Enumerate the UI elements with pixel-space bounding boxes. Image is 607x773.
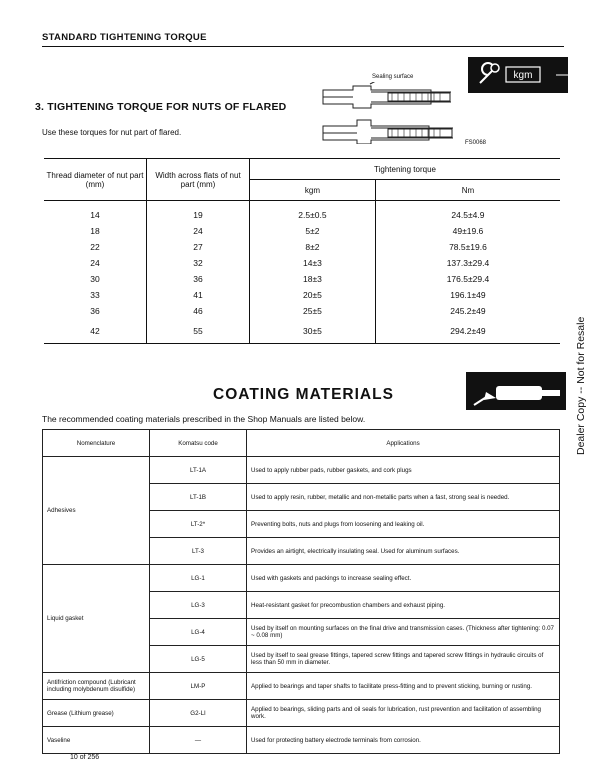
coating-nomenclature: Adhesives bbox=[43, 457, 150, 565]
torque-cell-nm: 78.5±19.6 bbox=[449, 242, 487, 252]
side-watermark-text: Dealer Copy -- Not for Resale bbox=[575, 316, 587, 455]
torque-table bbox=[44, 158, 560, 344]
coating-row bbox=[43, 457, 560, 484]
page-number: 10 of 256 bbox=[70, 754, 100, 761]
coating-code: LT-2* bbox=[150, 511, 247, 538]
coating-code: LT-1B bbox=[150, 484, 247, 511]
torque-row bbox=[44, 287, 560, 303]
torque-row bbox=[44, 239, 560, 255]
torque-table-body bbox=[44, 201, 560, 344]
torque-cell-width: 55 bbox=[147, 319, 250, 344]
coating-row bbox=[43, 727, 560, 754]
torque-cell-nm: 176.5±29.4 bbox=[446, 274, 490, 284]
coating-row bbox=[43, 565, 560, 592]
badge-unit-text: kgm bbox=[513, 70, 533, 81]
torque-cell-kgm: 30±5 bbox=[250, 319, 376, 344]
torque-cell-thread: 14 bbox=[44, 201, 147, 224]
torque-cell-kgm: 5±2 bbox=[250, 223, 376, 239]
torque-cell-thread: 33 bbox=[44, 287, 147, 303]
torque-cell-width: 27 bbox=[147, 239, 250, 255]
torque-cell-thread: 18 bbox=[44, 223, 147, 239]
header-rule bbox=[42, 46, 564, 47]
coating-code: LG-1 bbox=[150, 565, 247, 592]
torque-cell-nm: 24.5±4.9 bbox=[451, 210, 485, 220]
coating-table-body bbox=[43, 457, 560, 754]
coating-application: Used to apply resin, rubber, metallic and non-metallic parts when a fast, strong seal is needed. bbox=[247, 484, 560, 511]
coating-heading: COATING MATERIALS bbox=[213, 386, 394, 403]
torque-cell-kgm: 18±3 bbox=[250, 271, 376, 287]
coating-code: G2-LI bbox=[150, 700, 247, 727]
torque-cell-width: 32 bbox=[147, 255, 250, 271]
header-thread: Thread diameter of nut part (mm) bbox=[44, 159, 147, 201]
coating-table bbox=[42, 429, 560, 754]
coating-application: Applied to bearings and taper shafts to facilitate press-fitting and to prevent sticking, burning or rusting. bbox=[247, 673, 560, 700]
torque-cell-thread: 22 bbox=[44, 239, 147, 255]
coating-code: LT-3 bbox=[150, 538, 247, 565]
coating-code: LM-P bbox=[150, 673, 247, 700]
torque-cell-nm: 137.3±29.4 bbox=[446, 258, 490, 268]
figure-code: FS0068 bbox=[465, 140, 487, 146]
section-intro: Use these torques for nut part of flared. bbox=[42, 128, 182, 137]
coating-application: Applied to bearings, sliding parts and oil seals for lubrication, rust prevention and facilitation of assembling work. bbox=[247, 700, 560, 727]
kgm-badge bbox=[468, 57, 568, 93]
torque-cell-thread: 36 bbox=[44, 303, 147, 319]
header-applications: Applications bbox=[247, 430, 560, 457]
coating-code: LG-5 bbox=[150, 646, 247, 673]
header-torque: Tightening torque bbox=[250, 159, 561, 180]
header-width: Width across flats of nut part (mm) bbox=[147, 159, 250, 201]
torque-cell-thread: 42 bbox=[44, 319, 147, 344]
coating-row bbox=[43, 673, 560, 700]
coating-application: Heat-resistant gasket for precombustion chambers and exhaust piping. bbox=[247, 592, 560, 619]
torque-cell-width: 24 bbox=[147, 223, 250, 239]
header-kgm: kgm bbox=[250, 180, 376, 201]
coating-badge bbox=[466, 372, 566, 410]
coating-code: LT-1A bbox=[150, 457, 247, 484]
coating-nomenclature: Grease (Lithium grease) bbox=[43, 700, 150, 727]
header-code: Komatsu code bbox=[150, 430, 247, 457]
coating-code: LG-3 bbox=[150, 592, 247, 619]
torque-cell-kgm: 25±5 bbox=[250, 303, 376, 319]
torque-cell-width: 41 bbox=[147, 287, 250, 303]
coating-application: Provides an airtight, electrically insulating seal. Used for aluminum surfaces. bbox=[247, 538, 560, 565]
coating-application: Used to apply rubber pads, rubber gaskets, and cork plugs bbox=[247, 457, 560, 484]
torque-cell-width: 46 bbox=[147, 303, 250, 319]
coating-application: Used by itself on mounting surfaces on the final drive and transmission cases. (Thickness after tightening: 0.07 ~ 0.08 mm) bbox=[247, 619, 560, 646]
coating-application: Used for protecting battery electrode terminals from corrosion. bbox=[247, 727, 560, 754]
coating-nomenclature: Vaseline bbox=[43, 727, 150, 754]
coating-application: Preventing bolts, nuts and plugs from loosening and leaking oil. bbox=[247, 511, 560, 538]
coating-application: Used with gaskets and packings to increase sealing effect. bbox=[247, 565, 560, 592]
torque-row bbox=[44, 271, 560, 287]
coating-nomenclature: Liquid gasket bbox=[43, 565, 150, 673]
torque-cell-kgm: 2.5±0.5 bbox=[250, 201, 376, 224]
torque-row bbox=[44, 303, 560, 319]
torque-cell-nm: 49±19.6 bbox=[452, 226, 484, 236]
coating-nomenclature: Antifriction compound (Lubricant including molybdenum disulfide) bbox=[43, 673, 150, 700]
torque-cell-nm: 196.1±49 bbox=[450, 290, 486, 300]
coating-row bbox=[43, 700, 560, 727]
sealing-surface-label: Sealing surface bbox=[372, 74, 414, 80]
section-title: 3. TIGHTENING TORQUE FOR NUTS OF FLARED bbox=[35, 101, 287, 113]
torque-cell-kgm: 8±2 bbox=[250, 239, 376, 255]
torque-cell-thread: 30 bbox=[44, 271, 147, 287]
coating-application: Used by itself to seal grease fittings, tapered screw fittings and tapered screw fittings in hydraulic circuits of less than 50 mm in diameter. bbox=[247, 646, 560, 673]
page-header-title: STANDARD TIGHTENING TORQUE bbox=[42, 32, 207, 43]
header-nomenclature: Nomenclature bbox=[43, 430, 150, 457]
torque-row bbox=[44, 201, 560, 224]
coating-code: — bbox=[150, 727, 247, 754]
torque-cell-width: 36 bbox=[147, 271, 250, 287]
torque-cell-thread: 24 bbox=[44, 255, 147, 271]
header-nm: Nm bbox=[375, 180, 560, 201]
torque-row bbox=[44, 255, 560, 271]
torque-cell-width: 19 bbox=[147, 201, 250, 224]
torque-cell-kgm: 14±3 bbox=[250, 255, 376, 271]
torque-row bbox=[44, 223, 560, 239]
torque-cell-kgm: 20±5 bbox=[250, 287, 376, 303]
torque-cell-nm: 245.2±49 bbox=[450, 306, 486, 316]
torque-row bbox=[44, 319, 560, 344]
coating-code: LG-4 bbox=[150, 619, 247, 646]
coating-intro: The recommended coating materials prescribed in the Shop Manuals are listed below. bbox=[42, 414, 366, 424]
flare-nut-drawing bbox=[318, 82, 468, 144]
torque-cell-nm: 294.2±49 bbox=[375, 319, 560, 344]
